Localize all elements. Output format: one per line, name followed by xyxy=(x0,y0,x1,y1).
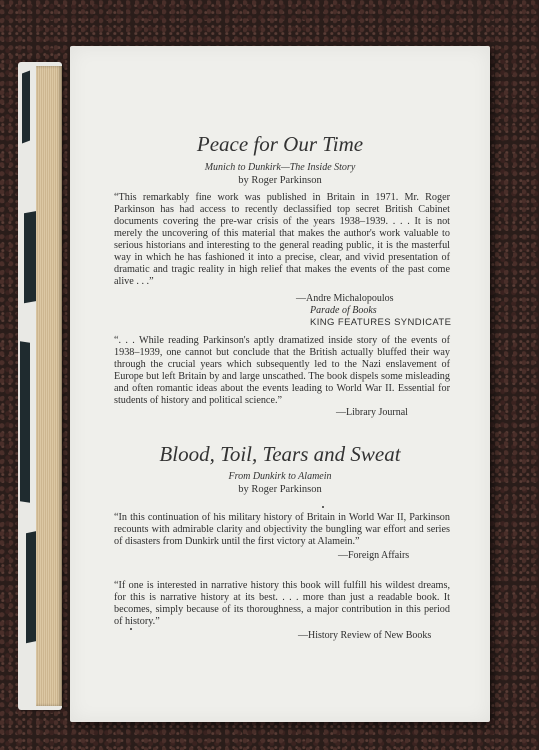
book1-subtitle: Munich to Dunkirk—The Inside Story xyxy=(204,162,356,173)
book1-review1-text: “This remarkably fine work was published in Britain in 1971. Mr. Roger Parkinson has had access to recently declassified top secret British Cabinet documents covering the pre-war crisis of the years 1938–1939. . . . It is not merely the uncovering of this material that makes the author's work valuable to serious historians and interesting to the general reading public, it is the masterful way in which he has fashioned it into a precise, clear, and vivid presentation of dramatic and tragic reality in high relief that makes the events of the past come alive . . .” xyxy=(114,192,450,287)
book1-byline: by Roger Parkinson xyxy=(238,175,322,186)
book1-review1-source: Parade of Books xyxy=(310,305,377,316)
book2-review1-text: “In this continuation of his military history of Britain in World War II, Parkinson recounts with admirable clarity and objectivity the bungling war effort and series of disasters from Dunkirk until the first victory at Alamein.” xyxy=(114,512,450,547)
page-edges xyxy=(36,66,62,706)
book1-review2-text: “. . . While reading Parkinson's aptly dramatized inside story of the events of 1938–1939, one cannot but conclude that the British actually bluffed their way through the crucial years which subsequently led to the Nazi enslavement of Europe but left Britain by and large unscathed. The book dispels some misleading and often romantic ideas about the events leading to World War II. Essential for students of history and political science.” xyxy=(114,335,450,406)
book2-review1-source: —Foreign Affairs xyxy=(338,550,410,561)
book1-review1-org: KING FEATURES SYNDICATE xyxy=(310,317,452,328)
book2-title: Blood, Toil, Tears and Sweat xyxy=(159,442,401,466)
book-back-cover xyxy=(70,46,490,722)
book2-byline: by Roger Parkinson xyxy=(238,484,322,495)
book2-review2-text: “If one is interested in narrative history this book will fulfill his wildest dreams, for this is narrative history at its best. . . . more than just a readable book. It becomes, simply because of its thoroughness, a major contribution in this period of history.” xyxy=(114,580,450,627)
book2-review2-source: —History Review of New Books xyxy=(298,630,432,641)
book2-subtitle: From Dunkirk to Alamein xyxy=(228,471,332,482)
book1-review1-author: —Andre Michalopoulos xyxy=(296,293,394,304)
book1-review1-attribution xyxy=(296,293,451,329)
book1-review2-source: —Library Journal xyxy=(336,407,408,418)
ink-speck xyxy=(322,506,324,508)
book1-title: Peace for Our Time xyxy=(196,132,364,156)
ink-speck xyxy=(130,628,132,630)
